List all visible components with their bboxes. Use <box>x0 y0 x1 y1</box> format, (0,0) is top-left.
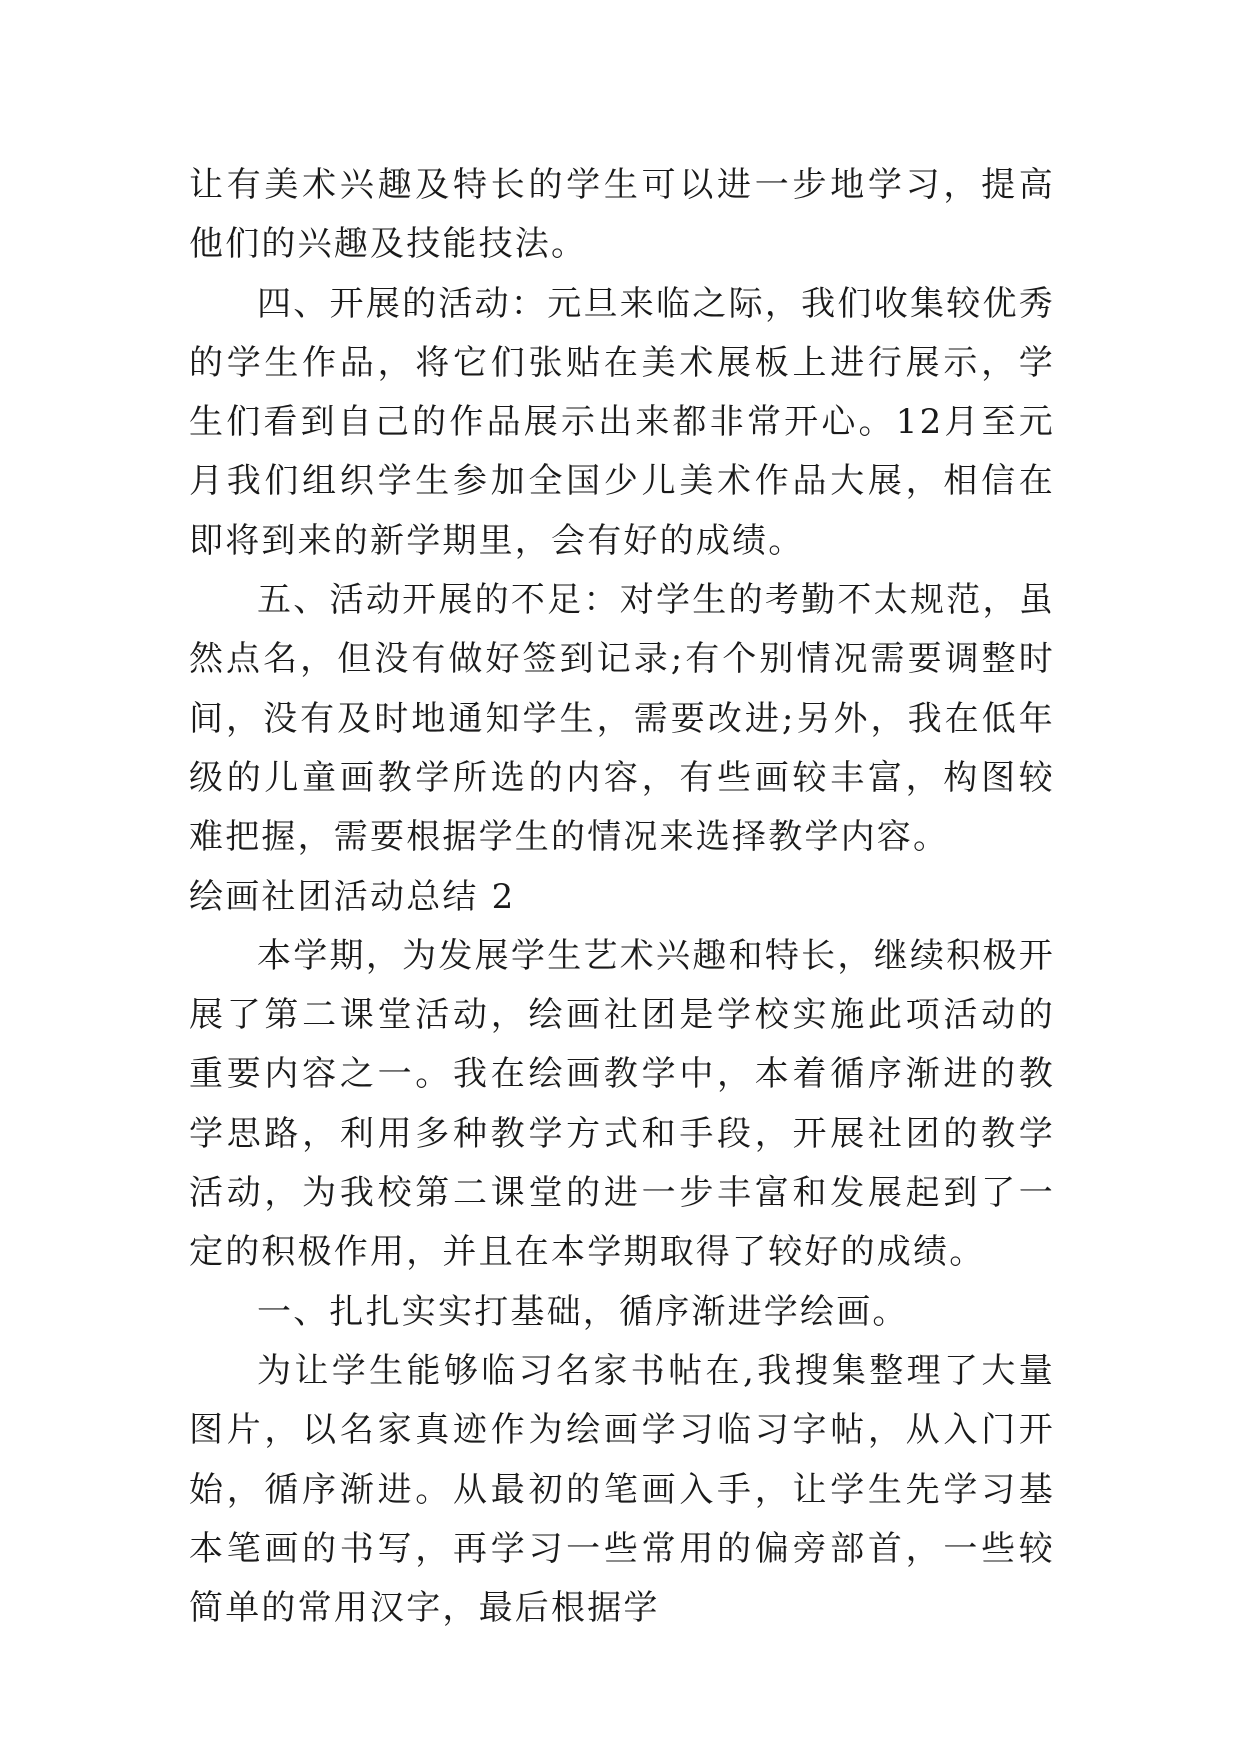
paragraph-activities: 四、开展的活动：元旦来临之际，我们收集较优秀的学生作品，将它们张贴在美术展板上进行展示，学生们看到自己的作品展示出来都非常开心。12月至元月我们组织学生参加全国少儿美术作品大展，相信在即将到来的新学期里，会有好的成绩。 <box>189 283 1055 561</box>
section-heading: 绘画社团活动总结 2 <box>189 876 516 917</box>
paragraph-subheading-one: 一、扎扎实实打基础，循序渐进学绘画。 <box>257 1291 909 1332</box>
paragraph-method: 为让学生能够临习名家书帖在,我搜集整理了大量图片，以名家真迹作为绘画学习临习字帖，从入门开始，循序渐进。从最初的笔画入手，让学生先学习基本笔画的书写，再学习一些常用的偏旁部首，一些较简单的常用汉字，最后根据学 <box>189 1350 1055 1629</box>
paragraph-shortcomings: 五、活动开展的不足：对学生的考勤不太规范，虽然点名，但没有做好签到记录;有个别情况需要调整时间，没有及时地通知学生，需要改进;另外，我在低年级的儿童画教学所选的内容，有些画较丰富，构图较难把握，需要根据学生的情况来选择教学内容。 <box>189 580 1055 858</box>
paragraph-continuation: 让有美术兴趣及特长的学生可以进一步地学习，提高他们的兴趣及技能技法。 <box>189 165 1055 265</box>
document-body <box>189 156 1055 1638</box>
paragraph-intro: 本学期，为发展学生艺术兴趣和特长，继续积极开展了第二课堂活动，绘画社团是学校实施此项活动的重要内容之一。我在绘画教学中，本着循序渐进的教学思路，利用多种教学方式和手段，开展社团的教学活动，为我校第二课堂的进一步丰富和发展起到了一定的积极作用，并且在本学期取得了较好的成绩。 <box>189 935 1055 1273</box>
